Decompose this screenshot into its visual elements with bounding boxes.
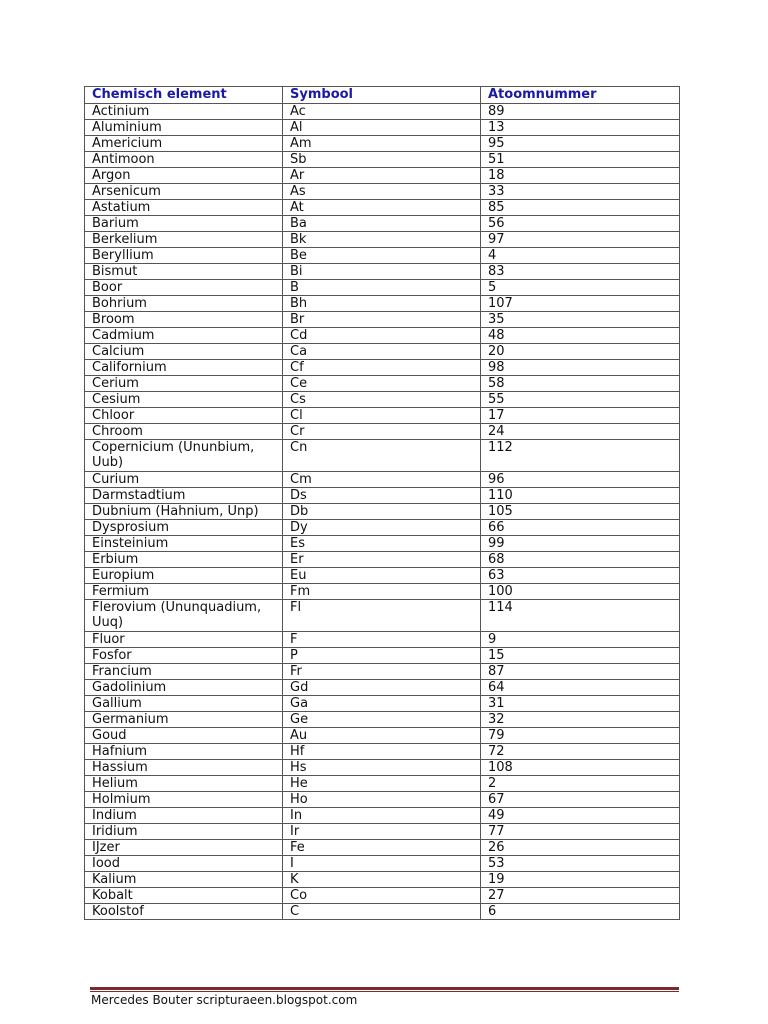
column-header-atomic-number: Atoomnummer [481,87,680,104]
cell-atomic-number: 55 [481,392,680,408]
cell-element-name: Broom [85,312,283,328]
table-row [85,152,680,168]
cell-symbol: Cr [283,424,481,440]
cell-element-name: Francium [85,664,283,680]
cell-element-name: Actinium [85,104,283,120]
table-row [85,648,680,664]
table-row [85,296,680,312]
table-row [85,184,680,200]
cell-atomic-number: 49 [481,808,680,824]
cell-element-name: Curium [85,472,283,488]
cell-atomic-number: 26 [481,840,680,856]
footer-credit: Mercedes Bouter scripturaeen.blogspot.com [91,993,358,1007]
table-row [85,792,680,808]
elements-table [84,86,680,920]
cell-element-name: Arsenicum [85,184,283,200]
cell-atomic-number: 95 [481,136,680,152]
table-row [85,568,680,584]
table-row [85,600,680,632]
cell-element-name: Cadmium [85,328,283,344]
cell-symbol: Cd [283,328,481,344]
cell-atomic-number: 99 [481,536,680,552]
table-row [85,504,680,520]
table-row [85,712,680,728]
table-row [85,248,680,264]
cell-symbol: Ge [283,712,481,728]
table-row [85,664,680,680]
cell-element-name: Boor [85,280,283,296]
cell-element-name: Gallium [85,696,283,712]
cell-element-name: Chloor [85,408,283,424]
table-row [85,552,680,568]
cell-atomic-number: 64 [481,680,680,696]
table-row [85,136,680,152]
cell-symbol: Fr [283,664,481,680]
cell-element-name: Holmium [85,792,283,808]
cell-atomic-number: 107 [481,296,680,312]
cell-element-name: Einsteinium [85,536,283,552]
cell-symbol: B [283,280,481,296]
table-row [85,440,680,472]
cell-atomic-number: 114 [481,600,680,632]
cell-element-name: Gadolinium [85,680,283,696]
cell-symbol: Ho [283,792,481,808]
cell-atomic-number: 66 [481,520,680,536]
table-row [85,872,680,888]
table-row [85,168,680,184]
cell-element-name: Kobalt [85,888,283,904]
cell-element-name: Californium [85,360,283,376]
cell-atomic-number: 87 [481,664,680,680]
table-row [85,696,680,712]
cell-symbol: In [283,808,481,824]
cell-element-name: IJzer [85,840,283,856]
cell-symbol: Co [283,888,481,904]
table-row [85,824,680,840]
cell-symbol: Br [283,312,481,328]
cell-element-name: Fluor [85,632,283,648]
cell-element-name: Chroom [85,424,283,440]
elements-table-container [84,86,679,920]
cell-element-name: Koolstof [85,904,283,920]
cell-element-name: Bismut [85,264,283,280]
table-row [85,280,680,296]
table-row [85,344,680,360]
table-row [85,232,680,248]
cell-atomic-number: 15 [481,648,680,664]
cell-symbol: Fe [283,840,481,856]
cell-element-name: Cerium [85,376,283,392]
cell-element-name: Iood [85,856,283,872]
cell-atomic-number: 31 [481,696,680,712]
table-row [85,760,680,776]
cell-atomic-number: 85 [481,200,680,216]
footer-rule [90,987,679,990]
cell-element-name: Hafnium [85,744,283,760]
cell-symbol: Ca [283,344,481,360]
cell-element-name: Flerovium (Ununquadium, Uuq) [85,600,283,632]
cell-element-name: Bohrium [85,296,283,312]
table-row [85,408,680,424]
column-header-symbol: Symbool [283,87,481,104]
cell-element-name: Goud [85,728,283,744]
cell-symbol: Er [283,552,481,568]
cell-atomic-number: 4 [481,248,680,264]
cell-atomic-number: 83 [481,264,680,280]
cell-atomic-number: 63 [481,568,680,584]
table-row [85,392,680,408]
cell-symbol: P [283,648,481,664]
cell-atomic-number: 24 [481,424,680,440]
cell-element-name: Darmstadtium [85,488,283,504]
cell-atomic-number: 33 [481,184,680,200]
cell-atomic-number: 19 [481,872,680,888]
cell-symbol: He [283,776,481,792]
table-row [85,776,680,792]
table-row [85,216,680,232]
table-row [85,424,680,440]
cell-element-name: Germanium [85,712,283,728]
table-row [85,904,680,920]
cell-element-name: Iridium [85,824,283,840]
table-row [85,120,680,136]
cell-element-name: Copernicium (Ununbium, Uub) [85,440,283,472]
cell-element-name: Astatium [85,200,283,216]
table-row [85,200,680,216]
table-row [85,376,680,392]
cell-atomic-number: 110 [481,488,680,504]
cell-atomic-number: 17 [481,408,680,424]
cell-atomic-number: 67 [481,792,680,808]
cell-atomic-number: 89 [481,104,680,120]
cell-atomic-number: 32 [481,712,680,728]
cell-symbol: K [283,872,481,888]
cell-atomic-number: 72 [481,744,680,760]
table-row [85,264,680,280]
cell-atomic-number: 77 [481,824,680,840]
cell-element-name: Calcium [85,344,283,360]
cell-symbol: Hf [283,744,481,760]
cell-atomic-number: 13 [481,120,680,136]
table-row [85,888,680,904]
cell-symbol: Al [283,120,481,136]
cell-atomic-number: 27 [481,888,680,904]
cell-symbol: Bk [283,232,481,248]
table-row [85,328,680,344]
table-row [85,744,680,760]
cell-element-name: Erbium [85,552,283,568]
cell-element-name: Aluminium [85,120,283,136]
table-header-row [85,87,680,104]
table-row [85,312,680,328]
cell-atomic-number: 53 [481,856,680,872]
cell-symbol: Ds [283,488,481,504]
cell-symbol: Ir [283,824,481,840]
cell-symbol: Db [283,504,481,520]
cell-element-name: Americium [85,136,283,152]
cell-atomic-number: 18 [481,168,680,184]
cell-atomic-number: 105 [481,504,680,520]
cell-atomic-number: 97 [481,232,680,248]
cell-symbol: Bi [283,264,481,280]
table-row [85,472,680,488]
cell-atomic-number: 79 [481,728,680,744]
cell-symbol: F [283,632,481,648]
table-row [85,360,680,376]
cell-symbol: Cl [283,408,481,424]
cell-element-name: Kalium [85,872,283,888]
cell-atomic-number: 20 [481,344,680,360]
cell-symbol: Au [283,728,481,744]
cell-element-name: Hassium [85,760,283,776]
cell-element-name: Cesium [85,392,283,408]
table-row [85,680,680,696]
cell-element-name: Barium [85,216,283,232]
cell-symbol: Es [283,536,481,552]
cell-symbol: Bh [283,296,481,312]
cell-symbol: Ce [283,376,481,392]
cell-atomic-number: 100 [481,584,680,600]
cell-element-name: Europium [85,568,283,584]
cell-symbol: Be [283,248,481,264]
cell-element-name: Helium [85,776,283,792]
cell-symbol: Cm [283,472,481,488]
cell-symbol: I [283,856,481,872]
cell-atomic-number: 108 [481,760,680,776]
cell-symbol: At [283,200,481,216]
cell-element-name: Fosfor [85,648,283,664]
cell-symbol: Fm [283,584,481,600]
cell-element-name: Argon [85,168,283,184]
table-row [85,808,680,824]
table-row [85,728,680,744]
cell-symbol: Ba [283,216,481,232]
cell-element-name: Fermium [85,584,283,600]
cell-atomic-number: 112 [481,440,680,472]
table-row [85,840,680,856]
cell-symbol: Eu [283,568,481,584]
table-row [85,488,680,504]
cell-element-name: Dubnium (Hahnium, Unp) [85,504,283,520]
cell-atomic-number: 9 [481,632,680,648]
cell-symbol: Sb [283,152,481,168]
cell-symbol: Cn [283,440,481,472]
cell-symbol: Am [283,136,481,152]
cell-symbol: Gd [283,680,481,696]
cell-atomic-number: 5 [481,280,680,296]
cell-element-name: Indium [85,808,283,824]
table-body [85,104,680,920]
table-row [85,856,680,872]
table-row [85,520,680,536]
cell-atomic-number: 2 [481,776,680,792]
cell-symbol: Ar [283,168,481,184]
cell-atomic-number: 68 [481,552,680,568]
cell-symbol: Dy [283,520,481,536]
table-row [85,536,680,552]
cell-element-name: Beryllium [85,248,283,264]
cell-atomic-number: 98 [481,360,680,376]
cell-symbol: Hs [283,760,481,776]
cell-atomic-number: 56 [481,216,680,232]
cell-atomic-number: 35 [481,312,680,328]
cell-element-name: Antimoon [85,152,283,168]
table-row [85,104,680,120]
column-header-element: Chemisch element [85,87,283,104]
cell-element-name: Dysprosium [85,520,283,536]
table-row [85,632,680,648]
table-row [85,584,680,600]
cell-atomic-number: 6 [481,904,680,920]
cell-symbol: C [283,904,481,920]
cell-symbol: As [283,184,481,200]
cell-symbol: Cs [283,392,481,408]
cell-symbol: Fl [283,600,481,632]
cell-symbol: Ga [283,696,481,712]
footer-rule-thin [90,991,679,992]
cell-element-name: Berkelium [85,232,283,248]
cell-atomic-number: 51 [481,152,680,168]
cell-atomic-number: 96 [481,472,680,488]
cell-atomic-number: 48 [481,328,680,344]
cell-symbol: Cf [283,360,481,376]
cell-symbol: Ac [283,104,481,120]
cell-atomic-number: 58 [481,376,680,392]
